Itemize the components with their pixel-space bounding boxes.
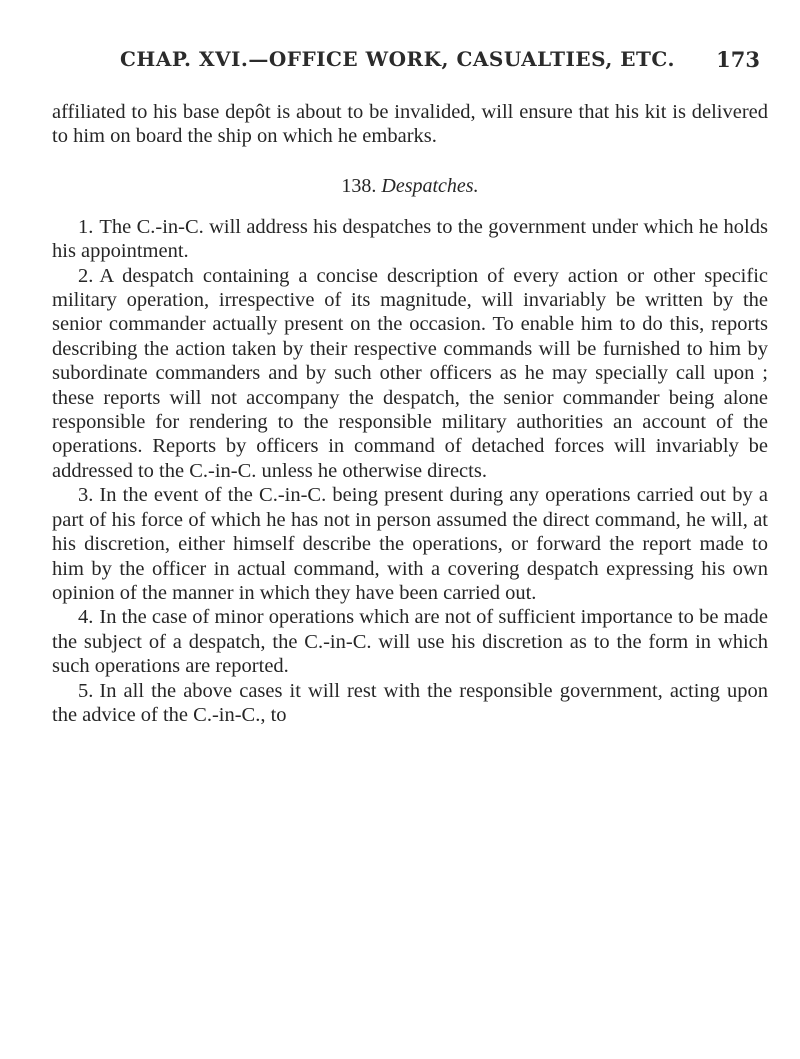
- section-title: Despatches.: [381, 174, 479, 197]
- clause-5: [52, 679, 768, 728]
- clause-1: [52, 215, 768, 264]
- clause-number: 2.: [78, 264, 94, 287]
- clause-number: 3.: [78, 484, 94, 507]
- page-number: 173: [716, 46, 760, 72]
- clause-3: [52, 483, 768, 605]
- body-text: [52, 100, 768, 727]
- clause-2: [52, 264, 768, 484]
- clause-number: 1.: [78, 215, 94, 238]
- clause-text: In all the above cases it will rest with the responsible government, acting upon the advice of the C.-in-C., to: [52, 679, 768, 726]
- clause-4: [52, 605, 768, 678]
- clause-text: The C.-in-C. will address his despatches to the government under which he holds his appointment.: [52, 215, 768, 263]
- section-number: 138.: [341, 174, 377, 197]
- clause-number: 5.: [78, 679, 94, 702]
- continued-paragraph: affiliated to his base depôt is about to be invalided, will ensure that his kit is delivered to him on board the ship on which he embarks.: [52, 101, 768, 148]
- running-head: [120, 44, 760, 74]
- clause-text: In the case of minor operations which are not of sufficient importance to be made the subject of a despatch, the C.-in-C. will use his discretion as to the form in which such operations are reported.: [52, 606, 768, 678]
- chapter-title: CHAP. XVI.—OFFICE WORK, CASUALTIES, ETC.: [120, 47, 675, 71]
- clause-text: In the event of the C.-in-C. being present during any operations carried out by a part of his force of which he has not in person assumed the direct command, he will, at his discretion, either himself describe the operations, or forward the report made to him by the officer in actual command, with a covering despatch expressing his own opinion of the manner in which they have been carried out.: [52, 484, 768, 604]
- clause-text: A despatch containing a concise description of every action or other specific military operation, irrespective of its magnitude, will invariably be written by the senior commander actually present on the occasion. To enable him to do this, reports describing the action taken by their respective commands will be furnished to him by subordinate commanders and by such other officers as he may specially call upon ; these reports will not accompany the despatch, the senior commander being alone responsible for rendering to the responsible military authorities an account of the operations. Reports by officers in command of detached forces will invariably be addressed to the C.-in-C. unless he otherwise directs.: [52, 264, 768, 482]
- clause-number: 4.: [78, 606, 94, 629]
- section-heading: [52, 173, 768, 199]
